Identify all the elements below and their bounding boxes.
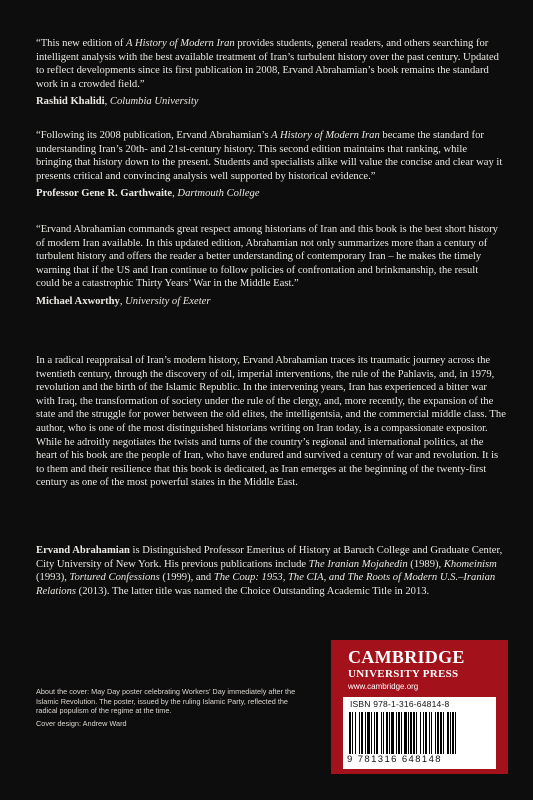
reviewer-institution: Dartmouth College [177,188,260,200]
publisher-url: www.cambridge.org [348,682,419,691]
quote-attribution: Rashid Khalidi, Columbia University [36,96,199,108]
isbn-barcode-box [343,697,496,769]
barcode-digits: 9 781316 648148 [347,754,442,765]
review-quote-3 [36,223,504,309]
quote-text: “Ervand Abrahamian commands great respect among historians of Iran and this book is the best short history of modern Iran available. In this updated edition, Abrahamian not only summarizes more than a century of turbulent history and offers the reader a better understanding of contemporary Iran – he makes the timely warning that if the US and Iran continue to follow policies of confrontation and brinkmanship, the result could be a catastrophic Thirty Years’ War in the Middle East.” [36,224,498,290]
author-bio: Ervand Abrahamian is Distinguished Professor Emeritus of History at Baruch College and Graduate Center, City University of New York. His previous publications include The Iranian Mojahedin (1989), Khomeinism (1993), Tortured Confessions (1999), and The Coup: 1953, The CIA, and The Roots of Modern U.S.–Iranian Relations (2013). The latter title was named the Choice Outstanding Academic Title in 2013. [36,545,503,597]
review-quote-1 [36,37,504,109]
isbn-number: ISBN 978-1-316-64814-8 [350,699,450,709]
publisher-name: CAMBRIDGE [348,647,465,667]
publisher-block [331,640,508,774]
quote-text: “This new edition of A History of Modern Iran provides students, general readers, and others searching for intelligent analysis with the best available treatment of Iran’s turbulent history over the past century. Updated to reflect developments since its first publication in 2008, Ervand Abrahamian’s book remains the standard work in a crowded field.” [36,38,499,90]
book-description: In a radical reappraisal of Iran’s modern history, Ervand Abrahamian traces its traumatic journey across the twentieth century, through the discovery of oil, imperial interventions, the rule of the Pahlavis, and, in 1979, revolution and the birth of the Islamic Republic. In the intervening years, Iran has experienced a bitter war with Iraq, the transformation of society under the rule of the clergy, and, more recently, the expansion of the state and the struggle for power between the old elites, the intelligentsia, and the commercial middle class. The author, who is one of the most distinguished historians writing on Iran today, is a compassionate expositor. While he adroitly negotiates the twists and turns of the country’s regional and international politics, at the heart of his book are the people of Iran, who have endured and survived a century of war and revolution. It is to them and their resilience that this book is dedicated, as Iran emerges at the beginning of the twenty-first century as one of the most powerful states in the Middle East. [36,355,506,489]
reviewer-name: Rashid Khalidi [36,96,105,108]
cover-note: About the cover: May Day poster celebrating Workers’ Day immediately after the Islamic Revolution. The poster, issued by the ruling Islamic Party, reflected the radical populism of the regime at the time. [36,687,296,716]
review-quote-2 [36,129,504,201]
cover-design-credit: Cover design: Andrew Ward [36,718,127,728]
reviewer-institution: University of Exeter [125,295,211,307]
publisher-subtitle: UNIVERSITY PRESS [348,668,459,680]
quote-text: “Following its 2008 publication, Ervand Abrahamian’s A History of Modern Iran became the standard for understanding Iran’s 20th- and 21st-century history. This second edition maintains that ranking, while bringing that history down to the present. Students and specialists alike will value the concise and clear way it presents critical and convincing analysis well supported by historical evidence.” [36,130,503,182]
quote-attribution: Michael Axworthy, University of Exeter [36,295,211,307]
reviewer-institution: Columbia University [109,96,199,108]
reviewer-name: Professor Gene R. Garthwaite [36,188,173,200]
reviewer-name: Michael Axworthy [36,295,120,307]
quote-attribution: Professor Gene R. Garthwaite, Dartmouth College [36,188,260,200]
cover-credits [36,687,306,731]
barcode-image [349,712,490,754]
